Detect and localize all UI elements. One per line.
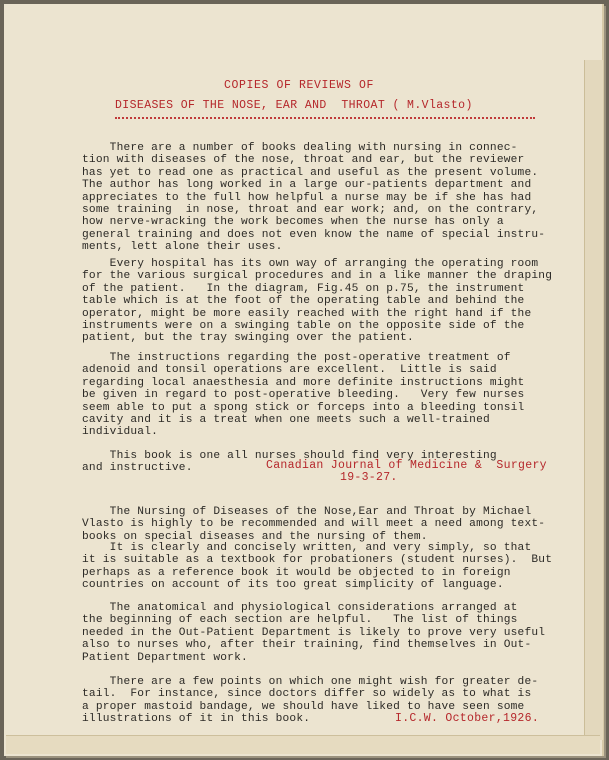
credit-cjms-journal: Canadian Journal of Medicine & Surgery [266,459,547,472]
text-line: cavity and it is a treat when one meets such a well-trained [82,413,490,426]
text-line: tail. For instance, since doctors differ so widely as to what is [82,688,532,701]
subheading-underline [115,117,535,119]
text-line: a proper mastoid bandage, we should have liked to have seen some [82,700,525,713]
text-line: books on special diseases and the nursing of them. [82,530,428,543]
text-line: general training and does not even know the name of special instru- [82,228,546,241]
text-line: appreciates to the full how helpful a nurse may be if she has had [82,191,532,204]
underlying-page-edge [584,60,603,740]
text-line: countries on account of its too great simplicity of language. [82,579,504,592]
text-line: This book is one all nurses should find very interesting [82,450,497,462]
credit-cjms-date: 19-3-27. [340,471,398,484]
review-paragraph [82,258,572,345]
document-heading: COPIES OF REVIEWS OF [223,79,375,92]
document-subheading: DISEASES OF THE NOSE, EAR AND THROAT ( M.Vlasto) [115,99,473,112]
underlying-page-bottom [6,735,600,754]
text-line: seem able to put a spong stick or forceps into a bleeding tonsil [82,401,525,414]
text-line: Patient Department work. [82,651,248,664]
text-line: and instructive. [82,462,193,475]
text-line: has yet to read one as practical and useful as the present volume. [82,166,539,179]
text-line: for the various surgical procedures and in a like manner the draping [82,270,553,283]
text-line: perhaps as a reference book it would be objected to in foreign [82,566,511,579]
text-line: operator, might be more easily reached with the right hand if the [82,307,532,320]
text-line: regarding local anaesthesia and more definite instructions might [82,376,525,389]
text-line: Vlasto is highly to be recommended and will meet a need among text- [82,518,546,531]
review-paragraph [82,542,572,592]
text-line: The Nursing of Diseases of the Nose,Ear and Throat by Michael [82,506,532,518]
text-line: table which is at the foot of the operating table and behind the [82,295,525,308]
text-line: There are a few points on which one might wish for greater de- [82,676,539,688]
review-paragraph [82,506,572,543]
text-line: The anatomical and physiological considerations arranged at [82,602,518,614]
text-line: The instructions regarding the post-operative treatment of [82,352,511,364]
review-paragraph [82,352,572,439]
text-line: of the patient. In the diagram, Fig.45 on p.75, the instrument [82,282,525,295]
text-line: tion with diseases of the nose, throat and ear, but the reviewer [82,154,525,167]
text-line: how nerve-wracking the work becomes when the nurse has only a [82,216,504,229]
credit-icw: I.C.W. October,1926. [395,712,540,725]
text-line: also to nurses who, after their training, find themselves in Out- [82,639,532,652]
text-line: instruments were on a swinging table on the opposite side of the [82,319,525,332]
text-line: adenoid and tonsil operations are excellent. Little is said [82,364,497,377]
review-paragraph [82,602,572,664]
text-line: ments, lett alone their uses. [82,241,283,254]
text-line: patient, but the tray swinging over the patient. [82,332,414,345]
text-line: individual. [82,426,159,439]
text-line: Every hospital has its own way of arranging the operating room [82,258,539,270]
review-paragraph [82,142,572,254]
text-line: the beginning of each section are helpful. The list of things [82,614,518,627]
text-line: It is clearly and concisely written, and very simply, so that [82,542,532,554]
text-line: needed in the Out-Patient Department is likely to prove very useful [82,626,546,639]
text-line: be given in regard to post-operative bleeding. Very few nurses [82,389,525,402]
text-line: illustrations of it in this book. [82,713,311,726]
text-line: There are a number of books dealing with nursing in connec- [82,142,518,154]
text-line: some training in nose, throat and ear work; and, on the contrary, [82,203,539,216]
text-line: The author has long worked in a large our-patients department and [82,179,532,192]
text-line: it is suitable as a textbook for probationers (student nurses). But [82,554,553,567]
